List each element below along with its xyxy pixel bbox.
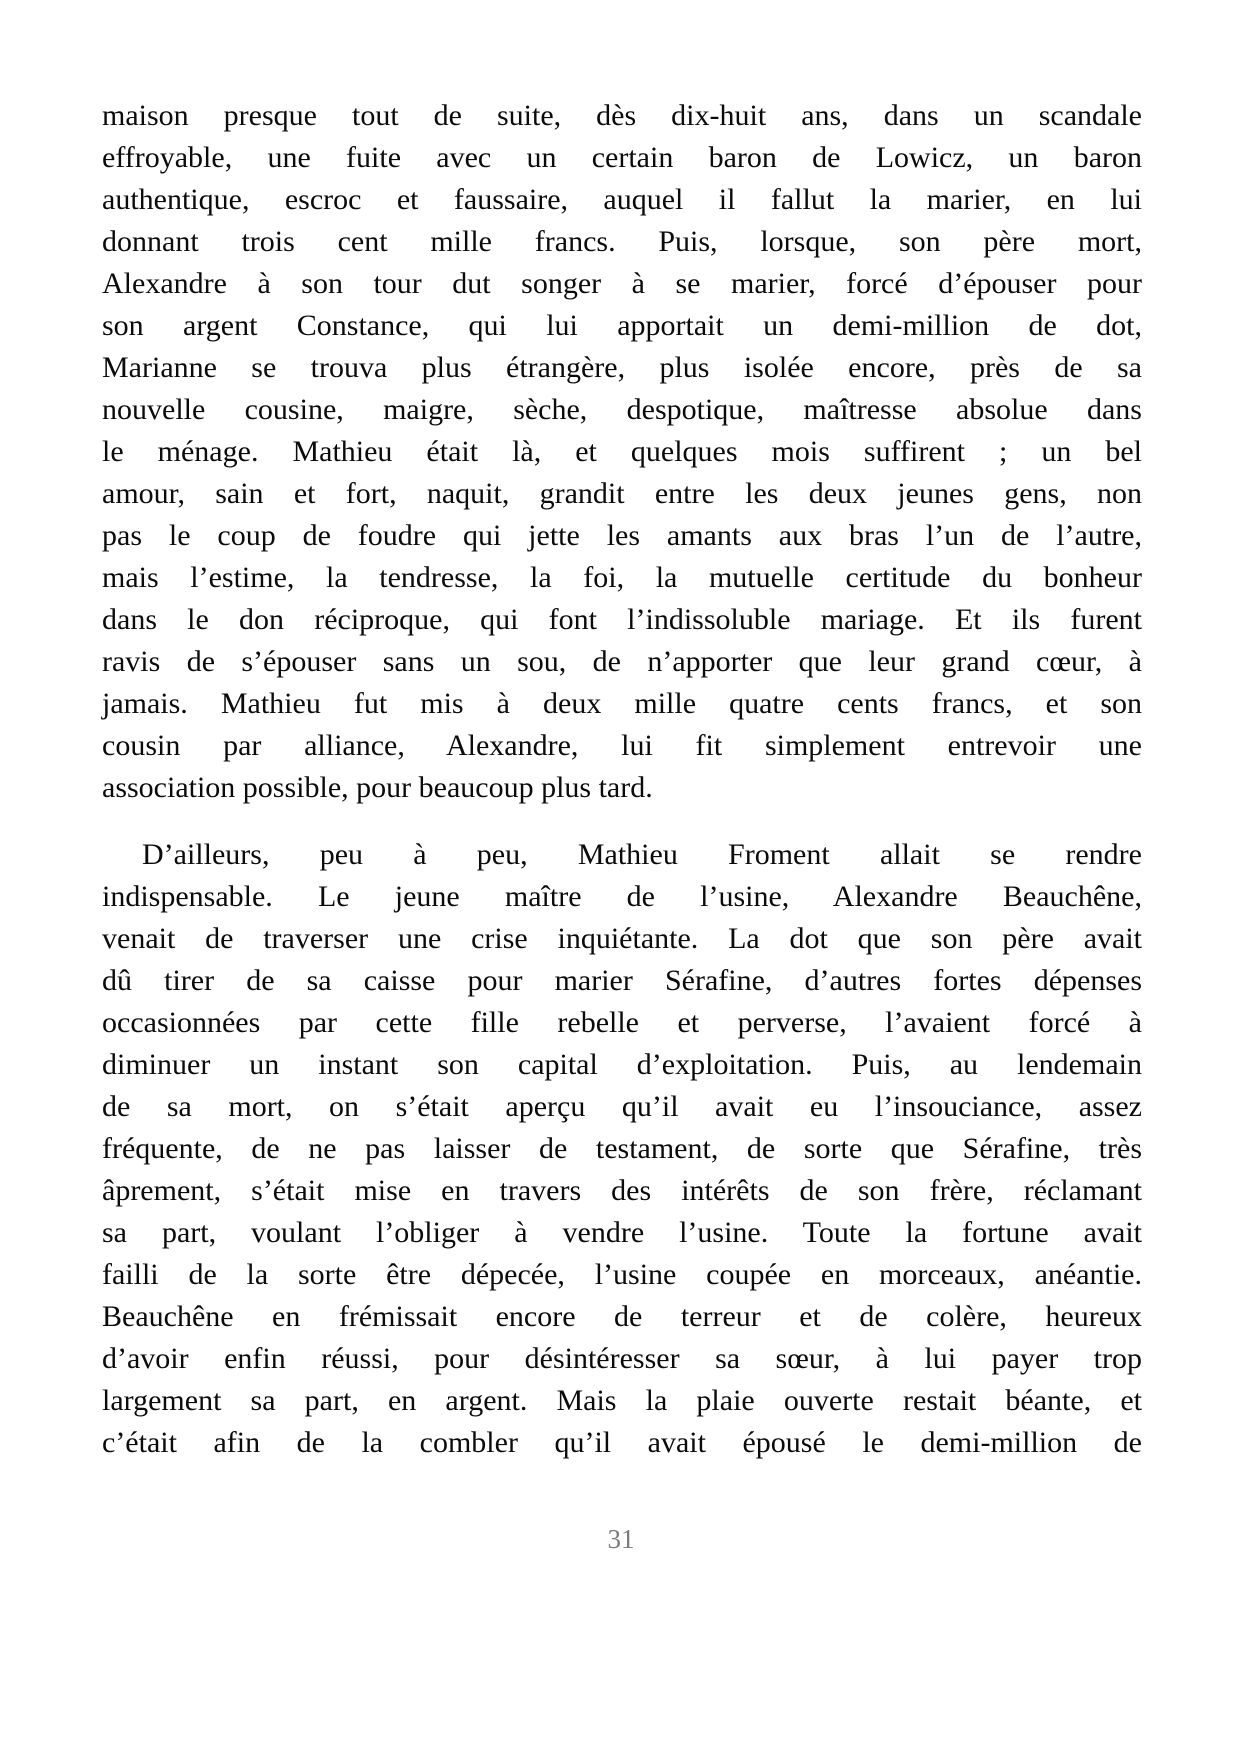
text-line: son argent Constance, qui lui apportait un demi-million de dot, [102, 309, 1142, 342]
text-line: de sa mort, on s’était aperçu qu’il avait eu l’insouciance, assez [102, 1090, 1142, 1123]
text-line: jamais. Mathieu fut mis à deux mille quatre cents francs, et son [102, 687, 1142, 720]
text-line: occasionnées par cette fille rebelle et perverse, l’avaient forcé à [102, 1006, 1142, 1039]
text-line: pas le coup de foudre qui jette les amants aux bras l’un de l’autre, [102, 519, 1142, 552]
text-line: le ménage. Mathieu était là, et quelques mois suffirent ; un bel [102, 435, 1142, 468]
paragraph [102, 834, 1142, 1464]
text-line: largement sa part, en argent. Mais la plaie ouverte restait béante, et [102, 1384, 1142, 1417]
text-line: Beauchêne en frémissait encore de terreur et de colère, heureux [102, 1300, 1142, 1333]
text-line: Marianne se trouva plus étrangère, plus isolée encore, près de sa [102, 351, 1142, 384]
text-line: dû tirer de sa caisse pour marier Sérafine, d’autres fortes dépenses [102, 964, 1142, 997]
text-line: cousin par alliance, Alexandre, lui fit simplement entrevoir une [102, 729, 1142, 762]
paragraph [102, 95, 1142, 809]
text-line: amour, sain et fort, naquit, grandit entre les deux jeunes gens, non [102, 477, 1142, 510]
text-line: d’avoir enfin réussi, pour désintéresser sa sœur, à lui payer trop [102, 1342, 1142, 1375]
text-line: authentique, escroc et faussaire, auquel il fallut la marier, en lui [102, 183, 1142, 216]
text-line: D’ailleurs, peu à peu, Mathieu Froment allait se rendre [142, 838, 1142, 871]
text-line: maison presque tout de suite, dès dix-huit ans, dans un scandale [102, 99, 1142, 132]
page-text-block [102, 95, 1142, 1464]
text-line: effroyable, une fuite avec un certain baron de Lowicz, un baron [102, 141, 1142, 174]
text-line: failli de la sorte être dépecée, l’usine coupée en morceaux, anéantie. [102, 1258, 1142, 1291]
text-line: c’était afin de la combler qu’il avait épousé le demi-million de [102, 1426, 1142, 1459]
text-line: ravis de s’épouser sans un sou, de n’apporter que leur grand cœur, à [102, 645, 1142, 678]
page-number: 31 [607, 1524, 635, 1554]
text-line: Alexandre à son tour dut songer à se marier, forcé d’épouser pour [102, 267, 1142, 300]
text-line: dans le don réciproque, qui font l’indissoluble mariage. Et ils furent [102, 603, 1142, 636]
text-line: venait de traverser une crise inquiétante. La dot que son père avait [102, 922, 1142, 955]
text-line: fréquente, de ne pas laisser de testament, de sorte que Sérafine, très [102, 1132, 1142, 1165]
text-line: mais l’estime, la tendresse, la foi, la mutuelle certitude du bonheur [102, 561, 1142, 594]
text-line: sa part, voulant l’obliger à vendre l’usine. Toute la fortune avait [102, 1216, 1142, 1249]
text-line: indispensable. Le jeune maître de l’usine, Alexandre Beauchêne, [102, 880, 1142, 913]
text-line: nouvelle cousine, maigre, sèche, despotique, maîtresse absolue dans [102, 393, 1142, 426]
text-line: diminuer un instant son capital d’exploitation. Puis, au lendemain [102, 1048, 1142, 1081]
text-line: donnant trois cent mille francs. Puis, lorsque, son père mort, [102, 225, 1142, 258]
text-line: association possible, pour beaucoup plus tard. [102, 771, 653, 804]
text-line: âprement, s’était mise en travers des intérêts de son frère, réclamant [102, 1174, 1142, 1207]
